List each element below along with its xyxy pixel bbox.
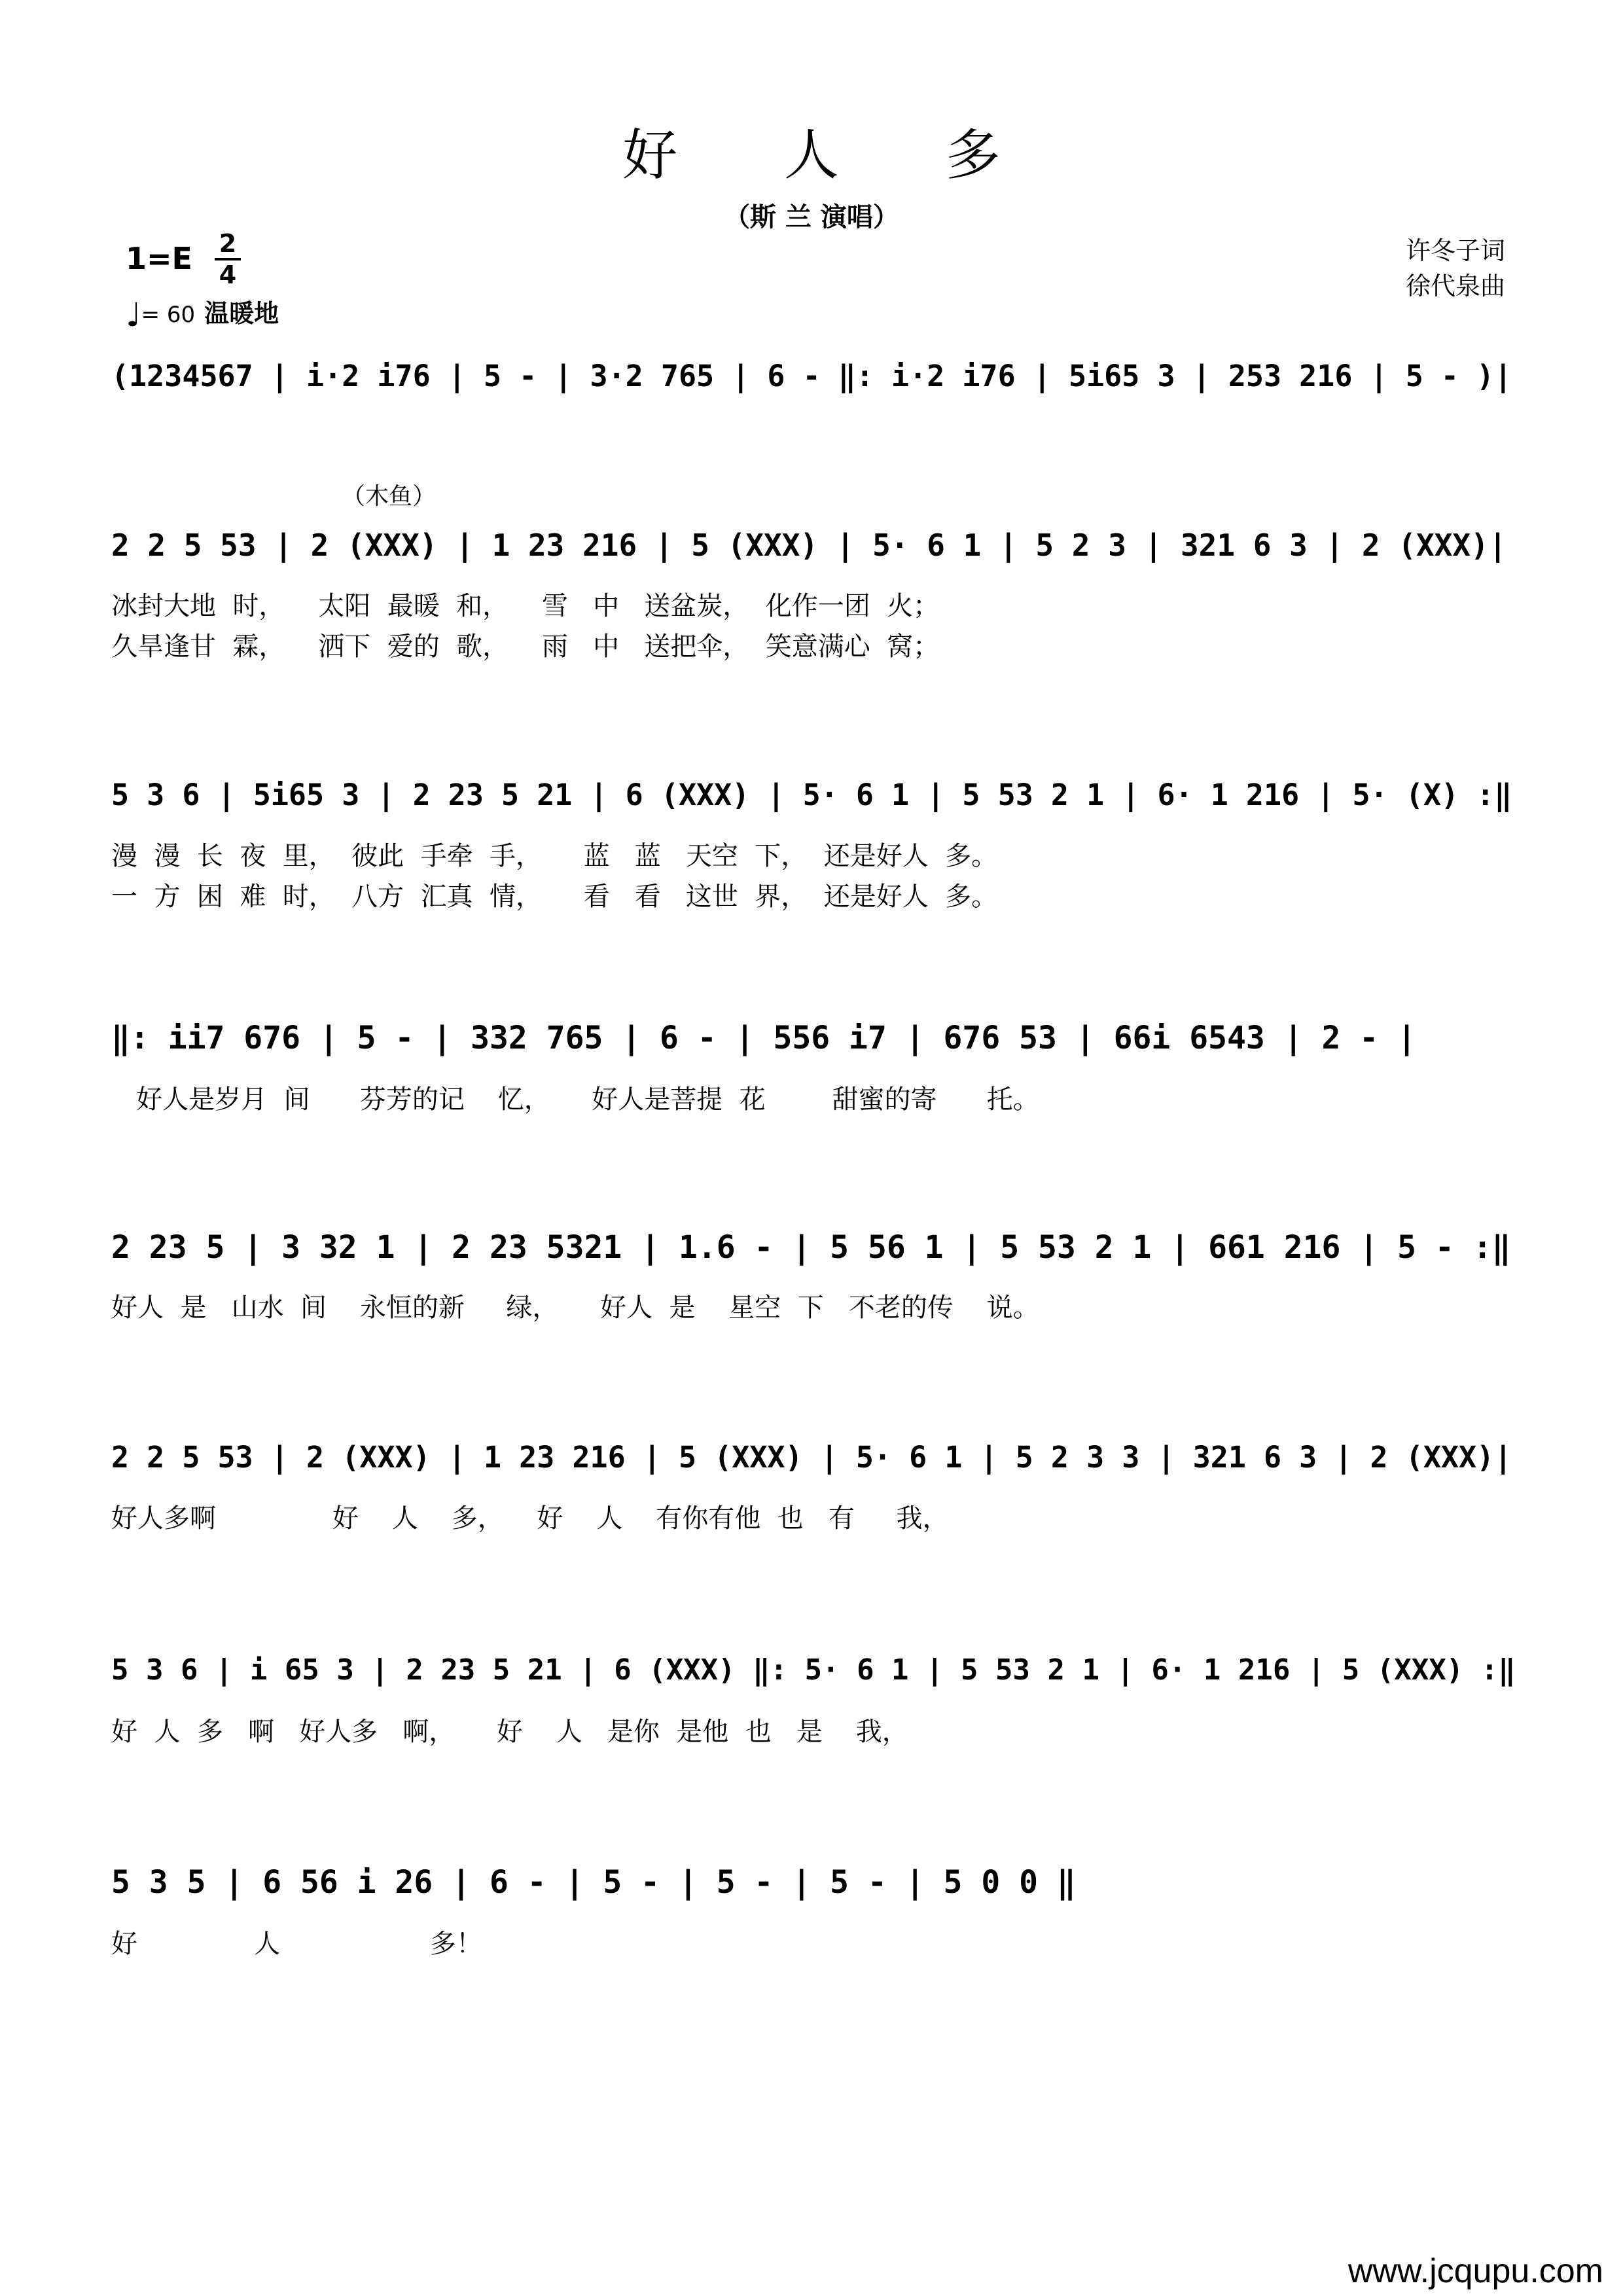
- system-2-notes: 2 2 5 53 | 2 (XXX) | 1 23 216 | 5 (XXX) | 5· 6 1 | 5 2 3 | 321 6 3 | 2 (XXX)|: [111, 528, 1507, 563]
- system-1-notes: (1234567 | i·2 i76 | 5 - | 3·2 765 | 6 - ‖: i·2 i76 | 5i65 3 | 253 216 | 5 - )|: [111, 359, 1512, 393]
- system-5-lyrics: 好人 是 山水 间 永恒的新 绿， 好人 是 星空 下 不老的传 说。: [111, 1293, 1039, 1323]
- system-8-lyrics: 好 人 多！: [111, 1929, 482, 1959]
- tempo-expression: 温暖地: [204, 299, 279, 328]
- performer-credit: （斯 兰 演唱）: [724, 202, 899, 232]
- composer-credit: 徐代泉曲: [1405, 272, 1505, 300]
- system-8-notes: 5 3 5 | 6 56 i 26 | 6 - | 5 - | 5 - | 5 - | 5 0 0 ‖: [111, 1864, 1076, 1901]
- system-7-notes: 5 3 6 | i 65 3 | 2 23 5 21 | 6 (XXX) ‖: 5· 6 1 | 5 53 2 1 | 6· 1 216 | 5 (XXX) :‖: [111, 1653, 1516, 1687]
- tempo-bpm: = 60: [141, 302, 196, 328]
- site-watermark: www.jcqupu.com: [1347, 2252, 1603, 2290]
- key-signature: 1=E: [126, 241, 192, 276]
- time-signature: [215, 230, 241, 288]
- system-4-notes: ‖: ii7 676 | 5 - | 332 765 | 6 - | 556 i7 | 676 53 | 66i 6543 | 2 - |: [111, 1020, 1416, 1056]
- quarter-note-icon: ♩: [126, 296, 141, 334]
- system-2-lyrics-verse-2: 久旱逢甘 霖， 洒下 爱的 歌， 雨 中 送把伞， 笑意满心 窝；: [111, 632, 940, 662]
- system-5-notes: 2 23 5 | 3 32 1 | 2 23 5321 | 1.6 - | 5 56 1 | 5 53 2 1 | 661 216 | 5 - :‖: [111, 1229, 1511, 1266]
- lyricist-credit: 许冬子词: [1405, 236, 1505, 265]
- tempo-marking: [126, 293, 279, 334]
- system-3-lyrics-verse-1: 漫 漫 长 夜 里， 彼此 手牵 手， 蓝 蓝 天空 下， 还是好人 多。: [111, 841, 998, 871]
- time-signature-top: 2: [219, 229, 237, 258]
- system-3-notes: 5 3 6 | 5i65 3 | 2 23 5 21 | 6 (XXX) | 5· 6 1 | 5 53 2 1 | 6· 1 216 | 5· (X) :‖: [111, 778, 1512, 812]
- system-6-lyrics: 好人多啊 好 人 多， 好 人 有你有他 也 有 我，: [111, 1503, 949, 1534]
- system-3-lyrics-verse-2: 一 方 困 难 时， 八方 汇真 情， 看 看 这世 界， 还是好人 多。: [111, 882, 998, 912]
- muyu-annotation: （木鱼）: [342, 483, 437, 510]
- time-signature-bottom: 4: [219, 260, 237, 289]
- system-7-lyrics: 好 人 多 啊 好人多 啊， 好 人 是你 是他 也 是 我，: [111, 1717, 908, 1747]
- song-title: 好 人 多: [622, 123, 1045, 187]
- system-2-lyrics-verse-1: 冰封大地 时， 太阳 最暖 和， 雪 中 送盆炭， 化作一团 火；: [111, 591, 940, 621]
- system-6-notes: 2 2 5 53 | 2 (XXX) | 1 23 216 | 5 (XXX) | 5· 6 1 | 5 2 3 3 | 321 6 3 | 2 (XXX)|: [111, 1440, 1512, 1475]
- system-4-lyrics: 好人是岁月 间 芬芳的记 忆， 好人是菩提 花 甜蜜的寄 托。: [111, 1085, 1039, 1115]
